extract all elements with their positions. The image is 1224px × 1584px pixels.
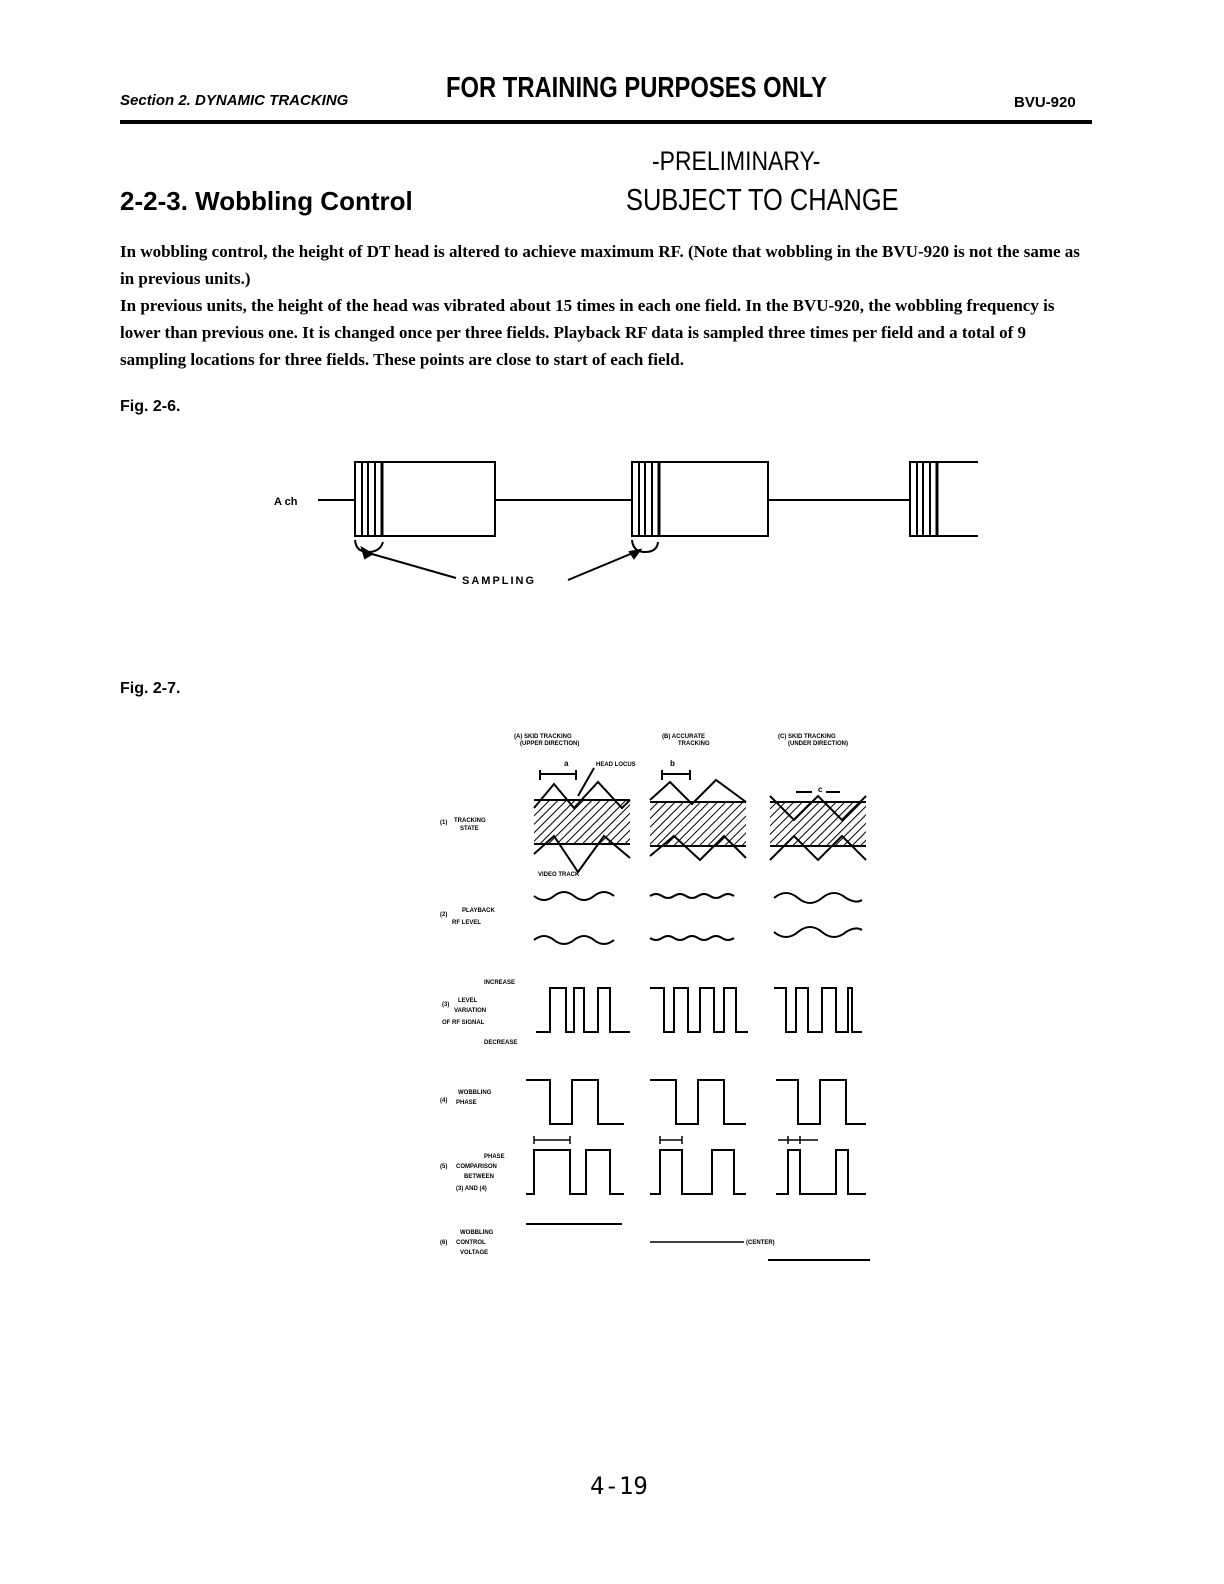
field-block-3 [910, 462, 978, 536]
video-track-label: VIDEO TRACK [538, 872, 580, 878]
row5-num: (5) [440, 1164, 448, 1170]
row5-label-4: (3) AND (4) [456, 1186, 487, 1192]
increase-label: INCREASE [484, 980, 516, 986]
col-a-subtitle: (UPPER DIRECTION) [520, 741, 580, 747]
wobbling-phase-b [650, 1080, 746, 1124]
wobbling-phase-c [776, 1080, 866, 1124]
rf-level-c [774, 893, 862, 937]
row6-label-1: WOBBLING [460, 1230, 494, 1236]
fig-2-6-label: Fig. 2-6. [120, 398, 181, 415]
row4-label-2: PHASE [456, 1100, 477, 1106]
level-variation-b [650, 988, 748, 1032]
header-model: BVU-920 [1014, 94, 1076, 111]
preliminary-stamp: -PRELIMINARY- [652, 146, 821, 176]
level-variation-c [774, 988, 862, 1032]
field-block-2 [632, 462, 768, 536]
row2-num: (2) [440, 912, 448, 918]
tracking-state-b [650, 770, 746, 860]
col-b-subtitle: TRACKING [678, 741, 710, 747]
phase-comparison-b [650, 1150, 746, 1194]
sampling-brace-1 [355, 540, 383, 552]
body-text [120, 238, 1092, 373]
row4-label-1: WOBBLING [458, 1090, 492, 1096]
section-title: 2-2-3. Wobbling Control [120, 186, 413, 216]
field-block-1 [355, 462, 495, 536]
paragraph: In wobbling control, the height of DT head is altered to achieve maximum RF. (Note that wobbling in the BVU-920 is not the same as in previous units.) [120, 242, 1080, 288]
dim-a-label: a [564, 759, 569, 768]
header-training-notice: FOR TRAINING PURPOSES ONLY [446, 72, 827, 104]
row1-label-2: STATE [460, 826, 479, 832]
rf-level-a [534, 892, 614, 944]
decrease-label: DECREASE [484, 1040, 518, 1046]
fig-2-6-diagram [0, 440, 1224, 600]
paragraph: In previous units, the height of the head was vibrated about 15 times in each one field. In the BVU-920, the wobbling frequency is lower than previous one. It is changed once per three fields. Playback RF data is sampled three times per field and a total of 9 sampling locations for three fields. These points are close to start of each field. [120, 296, 1055, 369]
ach-label: A ch [274, 496, 298, 508]
dim-b-label: b [670, 759, 675, 768]
col-c-subtitle: (UNDER DIRECTION) [788, 741, 848, 747]
head-locus-label: HEAD LOCUS [596, 762, 636, 768]
col-c-title: (C) SKID TRACKING [778, 734, 836, 740]
col-b-title: (B) ACCURATE [662, 734, 705, 740]
row3-label-2: VARIATION [454, 1008, 487, 1014]
row5-label-2: COMPARISON [456, 1164, 497, 1170]
row3-label-3: OF RF SIGNAL [442, 1020, 485, 1026]
row5-label-3: BETWEEN [464, 1174, 494, 1180]
row2-label-1: PLAYBACK [462, 908, 495, 914]
row3-num: (3) [442, 1002, 450, 1008]
row6-num: (6) [440, 1240, 448, 1246]
col-a-title: (A) SKID TRACKING [514, 734, 572, 740]
page-number: 4-19 [590, 1472, 648, 1500]
sampling-label: SAMPLING [462, 575, 537, 587]
tracking-state-c [770, 792, 866, 860]
row3-label-1: LEVEL [458, 998, 478, 1004]
row2-label-2: RF LEVEL [452, 920, 482, 926]
wobbling-phase-a [526, 1080, 624, 1124]
phase-comparison-a [526, 1150, 624, 1194]
fig-2-7-label: Fig. 2-7. [120, 680, 181, 697]
row5-label-1: PHASE [484, 1154, 505, 1160]
dim-c-label: c [818, 785, 823, 794]
level-variation-a [536, 988, 630, 1032]
row6-label-3: VOLTAGE [460, 1250, 489, 1256]
sampling-pointer-right [568, 550, 640, 580]
phase-comparison-c [776, 1150, 866, 1194]
row4-num: (4) [440, 1098, 448, 1104]
row1-label-1: TRACKING [454, 818, 486, 824]
tracking-state-a [534, 768, 630, 872]
rf-level-b [650, 894, 734, 940]
subject-to-change-stamp: SUBJECT TO CHANGE [626, 182, 899, 217]
fig-2-7-diagram [0, 720, 1224, 1280]
center-label: (CENTER) [746, 1240, 775, 1246]
header-section: Section 2. DYNAMIC TRACKING [120, 92, 349, 109]
row6-label-2: CONTROL [456, 1240, 486, 1246]
header-rule [120, 120, 1092, 124]
sampling-pointer-left [372, 554, 456, 578]
row1-num: (1) [440, 820, 448, 826]
